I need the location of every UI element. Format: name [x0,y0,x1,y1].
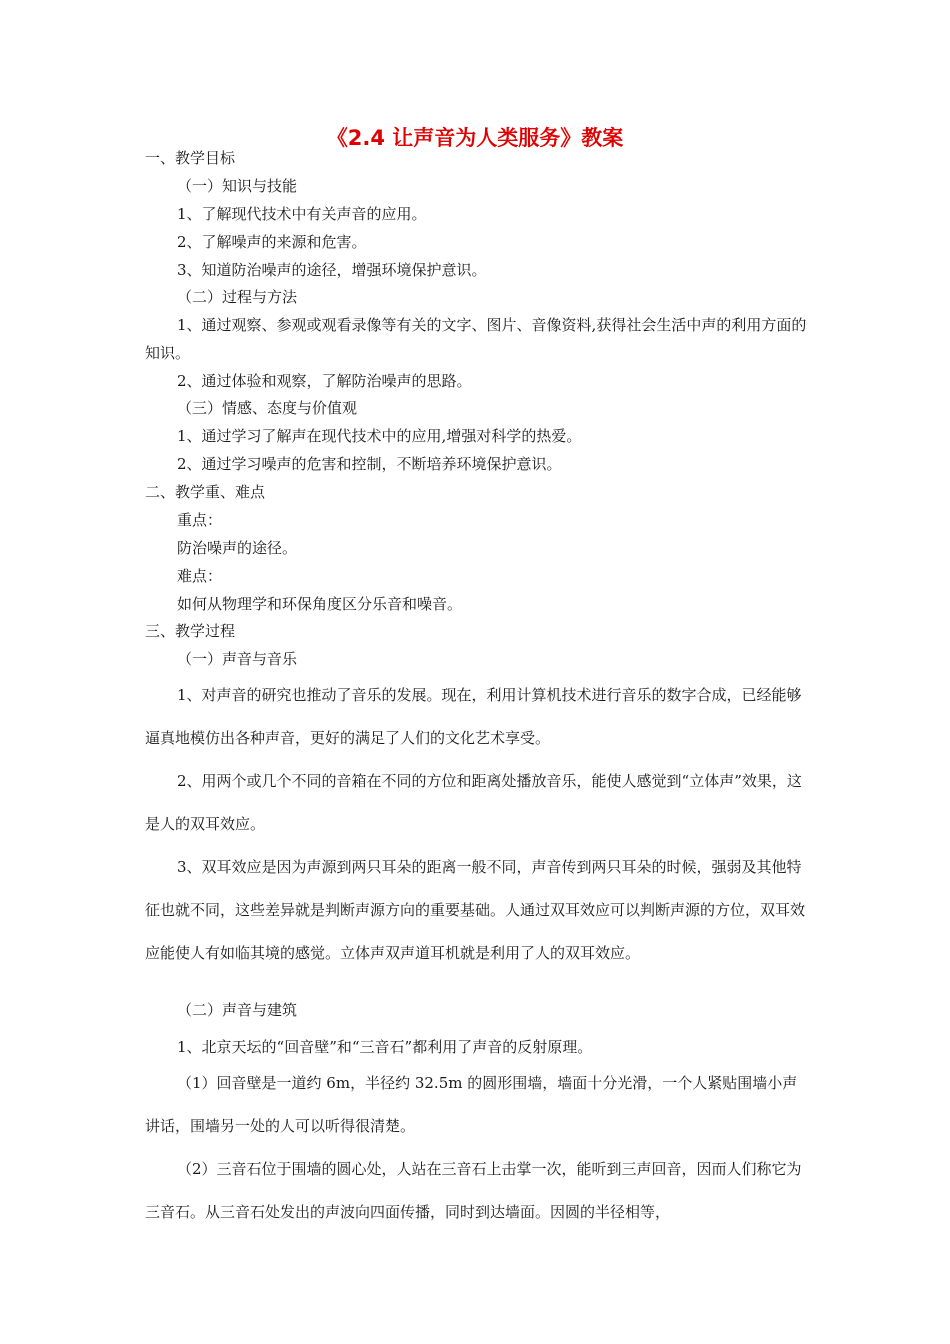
paragraph: 1、对声音的研究也推动了音乐的发展。现在，利用计算机技术进行音乐的数字合成，已经能够逼真地模仿出各种声音，更好的满足了人们的文化艺术享受。 [145,686,802,747]
list-item: 3、知道防治噪声的途径，增强环境保护意识。 [177,261,487,279]
paragraph: 3、双耳效应是因为声源到两只耳朵的距离一般不同，声音传到两只耳朵的时候，强弱及其他特征也就不同，这些差异就是判断声源方向的重要基础。人通过双耳效应可以判断声源的方位，双耳效应能使人有如临其境的感觉。立体声双声道耳机就是利用了人的双耳效应。 [145,858,806,962]
key-point-text: 防治噪声的途径。 [177,539,298,557]
list-item: 2、通过体验和观察，了解防治噪声的思路。 [177,372,472,390]
list-item: 2、了解噪声的来源和危害。 [177,233,367,251]
paragraph: （2）三音石位于围墙的圆心处，人站在三音石上击掌一次，能听到三声回音，因而人们称它为三音石。从三音石处发出的声波向四面传播，同时到达墙面。因圆的半径相等， [145,1160,802,1221]
section-heading-key-points: 二、教学重、难点 [145,483,266,501]
subheading-attitudes-values: （三）情感、态度与价值观 [177,399,358,417]
list-item: 1、通过学习了解声在现代技术中的应用,增强对科学的热爱。 [177,427,582,445]
difficulty-text: 如何从物理学和环保角度区分乐音和噪音。 [177,595,463,613]
list-item: 2、通过学习噪声的危害和控制，不断培养环境保护意识。 [177,455,562,473]
paragraph: （1）回音壁是一道约 6m，半径约 32.5m 的圆形围墙，墙面十分光滑，一个人紧贴围墙小声讲话，围墙另一处的人可以听得很清楚。 [145,1074,798,1135]
paragraph: 2、用两个或几个不同的音箱在不同的方位和距离处播放音乐，能使人感觉到“立体声”效果，这是人的双耳效应。 [145,772,802,833]
subheading-sound-music: （一）声音与音乐 [177,650,298,668]
paragraph: 1、通过观察、参观或观看录像等有关的文字、图片、音像资料,获得社会生活中声的利用方面的知识。 [145,316,807,362]
subheading-knowledge-skills: （一）知识与技能 [177,177,298,195]
difficulty-label: 难点： [177,567,223,585]
key-point-label: 重点： [177,511,223,529]
document-title: 《2.4 让声音为人类服务》教案 [326,126,624,150]
subheading-process-methods: （二）过程与方法 [177,288,298,306]
paragraph: 1、北京天坛的“回音壁”和“三音石”都利用了声音的反射原理。 [177,1038,593,1056]
subheading-sound-architecture: （二）声音与建筑 [177,1001,298,1019]
section-heading-process: 三、教学过程 [145,622,236,640]
list-item: 1、了解现代技术中有关声音的应用。 [177,205,427,223]
section-heading-objectives: 一、教学目标 [145,149,236,167]
